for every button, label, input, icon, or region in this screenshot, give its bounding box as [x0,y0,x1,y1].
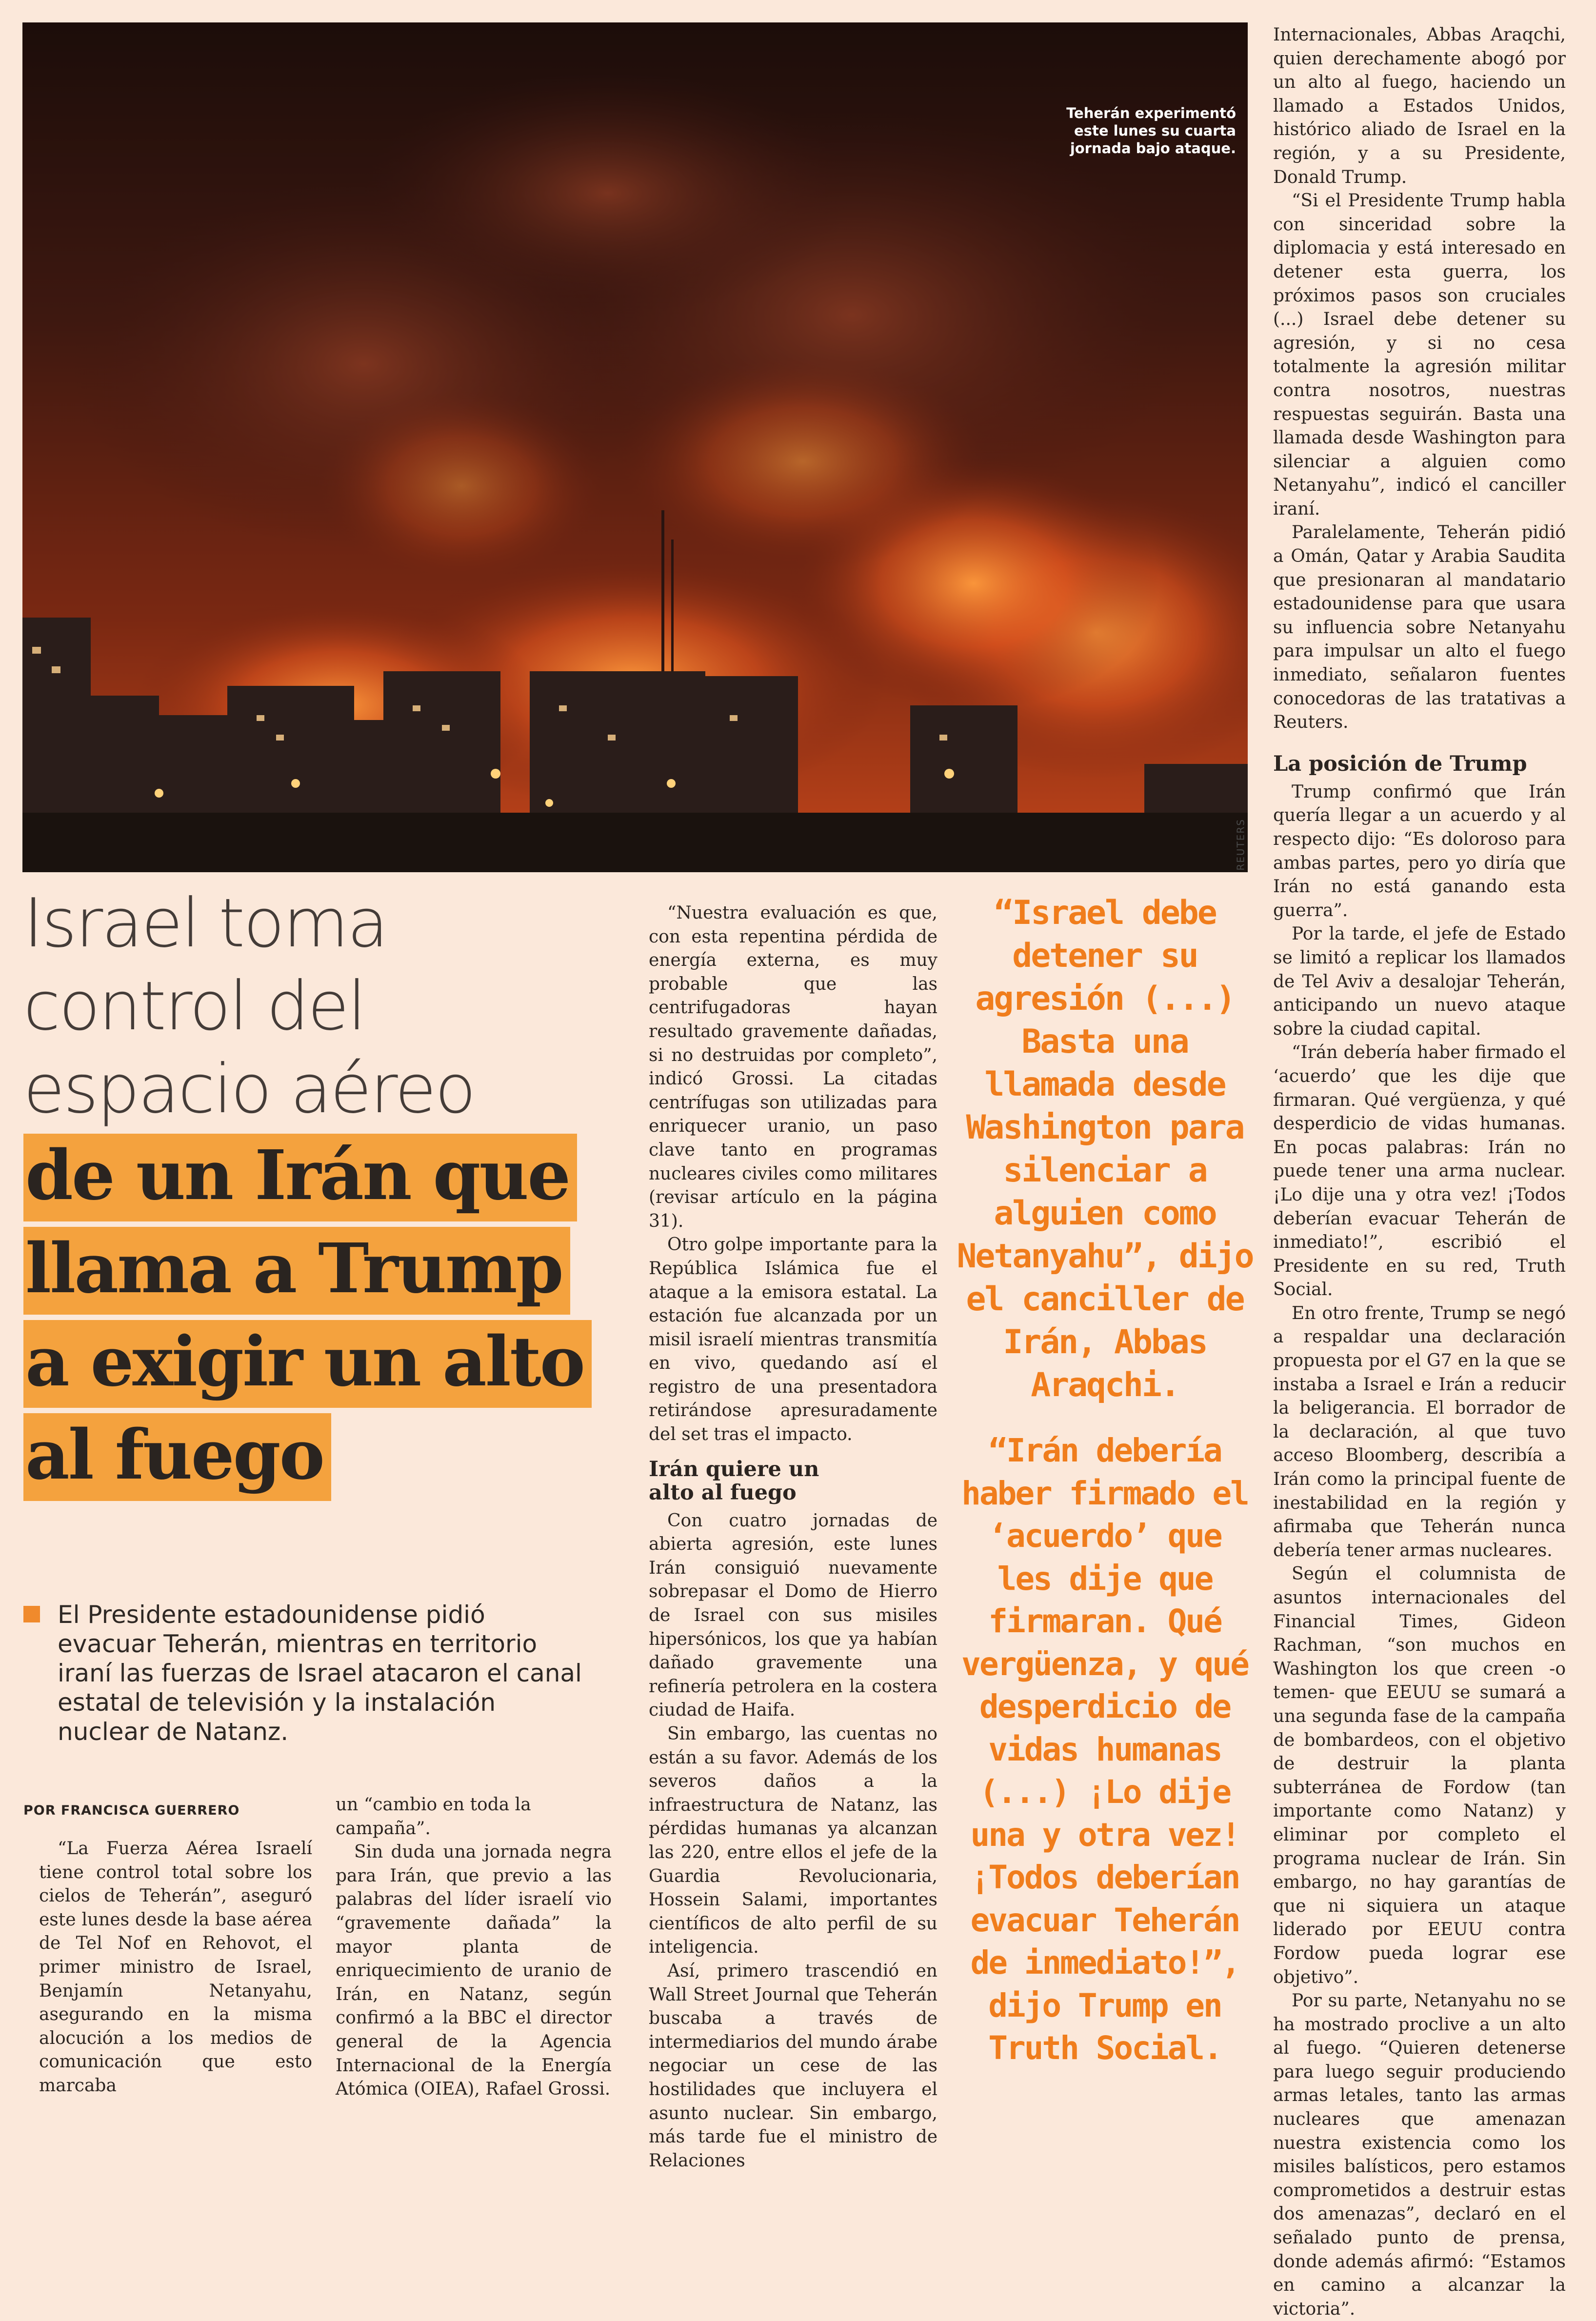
paragraph: Trump confirmó que Irán quería llegar a un acuerdo y al respecto dijo: “Es doloroso para ambas partes, pero yo diría que Irán no está ganando esta guerra”. [1273,781,1566,920]
byline: POR FRANCISCA GUERRERO [23,1803,240,1818]
paragraph: Paralelamente, Teherán pidió a Omán, Qatar y Arabia Saudita que presionaran al mandatario estadounidense para que usara su influencia sobre Netanyahu para impulsar un alto el fuego inmediato, señalaron fuentes conocedoras de las tratativas a Reuters. [1273,522,1566,733]
photo-credit: REUTERS [1235,819,1247,871]
paragraph: Sin embargo, las cuentas no están a su favor. Además de los severos daños a la infraestructura de Natanz, las pérdidas humanas ya alcanzan las 220, entre ellos el jefe de la Guardia Revolucionaria, Hossein Salami, importantes científicos de alto perfil de su inteligencia. [649,1724,938,1958]
paragraph: un “cambio en toda la campaña”. [336,1795,531,1839]
headline-bold-line: al fuego [23,1413,331,1501]
paragraph: Internacionales, Abbas Araqchi, quien derechamente abogó por un alto al fuego, haciendo un llamado a Estados Unidos, histórico aliado de Israel en la región, y a su Presidente, Donald Trump. [1273,25,1566,187]
headline [23,882,633,1506]
headline-light-line: espacio aéreo [23,1050,475,1128]
body-column-3 [649,901,938,2173]
pull-quote-araqchi: “Israel debe detener su agresión (...) Basta una llamada desde Washington para silenciar a alguien como Netanyahu”, dijo el canciller de Irán, Abbas Araqchi. [957,894,1253,1404]
paragraph: “Si el Presidente Trump habla con sinceridad sobre la diplomacia y está interesado en detener esta guerra, los próximos pasos son cruciales (...) Israel debe detener su agresión, y si no cesa totalmente la agresión militar contra nosotros, nuestras respuestas seguirán. Basta una llamada desde Washington para silenciar a alguien como Netanyahu”, indicó el canciller iraní. [1273,191,1566,519]
body-column-right [1273,23,1566,2321]
headline-bold-line: llama a Trump [23,1227,570,1315]
paragraph: Con cuatro jornadas de abierta agresión, este lunes Irán consiguió nuevamente sobrepasar el Domo de Hierro de Israel con sus misiles hipersónicos, los que ya habían dañado gravemente una refinería petrolera en la costera ciudad de Haifa. [649,1510,938,1721]
paragraph: Según el columnista de asuntos internacionales del Financial Times, Gideon Rachman, “son muchos en Washington los que creen -o temen- que EEUU se sumará a una segunda fase de la campaña de bombardeos, con el objetivo de destruir la planta subterránea de Fordow (tan importante como Natanz) y eliminar por completo el programa nuclear de Irán. Sin embargo, no hay garantías de que ni siquiera un ataque liderado por EEUU contra Fordow pueda lograr ese objetivo”. [1273,1564,1566,1987]
deck [23,1600,584,1746]
paragraph: Así, primero trascendió en Wall Street Journal que Teherán buscaba a través de intermediarios del mundo árabe negociar un cese de las hostilidades que incluyera el asunto nuclear. Sin embargo, más tarde fue el ministro de Relaciones [649,1961,938,2171]
headline-bold-line: a exigir un alto [23,1320,592,1408]
body-column-1 [39,1837,312,2098]
photo-caption: Teherán experimentó este lunes su cuarta jornada bajo ataque. [1066,105,1236,157]
paragraph: “Nuestra evaluación es que, con esta repentina pérdida de energía externa, es muy probable que las centrifugadoras hayan resultado gravemente dañadas, si no destruidas por completo”, indicó Grossi. La citadas centrífugas son utilizadas para enriquecer uranio, un paso clave tanto en programas nucleares civiles como militares (revisar artículo en la página 31). [649,903,938,1231]
paragraph: En otro frente, Trump se negó a respaldar una declaración propuesta por el G7 en la que se instaba a Israel e Irán a reducir la beligerancia. El borrador de la declaración, al que tuvo acceso Bloomberg, describía a Irán como la principal fuente de inestabilidad en la región y afirmaba que Teherán nunca debería tener armas nucleares. [1273,1303,1566,1561]
paragraph: Otro golpe importante para la República Islámica fue el ataque a la emisora estatal. La estación fue alcanzada por un misil israelí mientras transmitía en vivo, quedando así el registro de una presentadora retirándose apresuradamente del set tras el impacto. [649,1235,938,1445]
headline-light-line: control del [23,967,365,1045]
subhead: La posición de Trump [1273,751,1527,776]
paragraph: Sin duda una jornada negra para Irán, que previo a las palabras del líder israelí vio “gravemente dañada” la mayor planta de enriquecimiento de uranio de Irán, en Natanz, según confirmó a la BBC el director general de la Agencia Internacional de la Energía Atómica (OIEA), Rafael Grossi. [336,1842,612,2100]
paragraph: “La Fuerza Aérea Israelí tiene control total sobre los cielos de Teherán”, aseguró este lunes desde la base aérea de Tel Nof en Rehovot, el primer ministro de Israel, Benjamín Netanyahu, asegurando en la misma alocución a los medios de comunicación que esto marcaba [39,1839,312,2096]
headline-light-line: Israel toma [23,884,387,962]
paragraph: “Irán debería haber firmado el ‘acuerdo’ que les dije que firmaran. Qué vergüenza, y qué desperdicio de vidas humanas. En pocas palabras: Irán no puede tener una arma nuclear. ¡Lo dije una y otra vez! ¡Todos deberían evacuar Teherán de inmediato!”, escribió el Presidente en su red, Truth Social. [1273,1042,1566,1300]
pull-quote-trump: “Irán debería haber firmado el ‘acuerdo’ que les dije que firmaran. Qué vergüenza, y qué desperdicio de vidas humanas (...) ¡Lo dije una y otra vez! ¡Todos deberían evacuar Teherán de inmediato!”, dijo Trump en Truth Social. [961,1432,1248,2067]
headline-highlight [23,1134,633,1501]
subhead: Irán quiere un alto al fuego [649,1457,819,1505]
paragraph: Por la tarde, el jefe de Estado se limitó a replicar los llamados de Tel Aviv a desalojar Teherán, anticipando un nuevo ataque sobre la ciudad capital. [1273,924,1566,1039]
paragraph: Por su parte, Netanyahu no se ha mostrado proclive a un alto al fuego. “Quieren detenerse para luego seguir produciendo armas letales, tanto las armas nucleares que amenazan nuestra existencia como los misiles balísticos, pero estamos comprometidos a destruir estas dos amenazas”, declaró en el señalado punto de prensa, donde además afirmó: “Estamos en camino a alcanzar la victoria”. [1273,1991,1566,2319]
square-bullet-icon [23,1606,40,1622]
deck-text: El Presidente estadounidense pidió evacuar Teherán, mientras en territorio iraní las fuerzas de Israel atacaron el canal estatal de televisión y la instalación nuclear de Natanz. [58,1601,582,1746]
body-column-2 [336,1793,612,2101]
headline-bold-line: de un Irán que [23,1134,577,1221]
tehran-fire-photo [22,22,1248,872]
